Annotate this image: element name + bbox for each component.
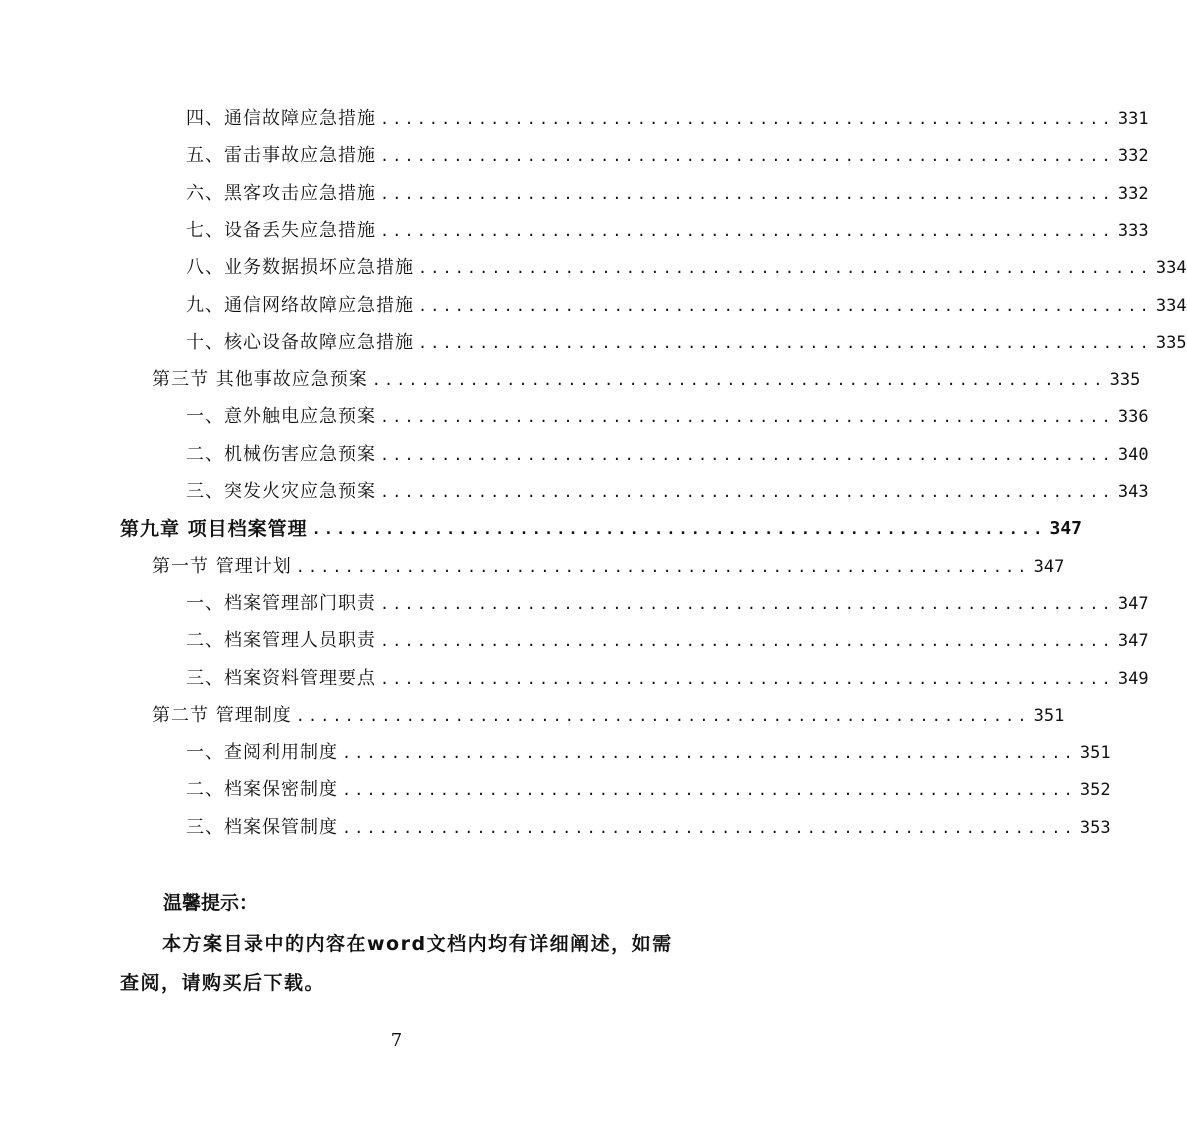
- toc-leader-dots: ............................................................: [418, 333, 1152, 352]
- toc-entry[interactable]: [186, 398, 1149, 428]
- toc-leader-dots: ............................................................: [380, 221, 1114, 240]
- toc-entry-title: 第三节 其他事故应急预案: [152, 369, 368, 391]
- toc-entry-page: 334: [1155, 295, 1187, 316]
- toc-leader-dots: ............................................................: [380, 594, 1114, 613]
- toc-leader-dots: ............................................................: [342, 744, 1076, 763]
- toc-entry[interactable]: [186, 436, 1149, 466]
- toc-entry-title: 四、通信故障应急措施: [186, 108, 376, 129]
- toc-entry-title: 一、意外触电应急预案: [186, 406, 376, 428]
- toc-entry[interactable]: [186, 734, 1111, 764]
- toc-entry[interactable]: [186, 137, 1149, 167]
- toc-leader-dots: ............................................................: [380, 445, 1114, 464]
- toc-entry[interactable]: [152, 361, 1141, 391]
- toc-entry-page: 351: [1033, 705, 1065, 726]
- toc-entry-title: 一、档案管理部门职责: [186, 592, 376, 614]
- toc-entry-title: 九、通信网络故障应急措施: [186, 294, 414, 316]
- toc-entry-page: 332: [1117, 183, 1149, 204]
- toc-leader-dots: ............................................................: [380, 632, 1114, 651]
- toc-leader-dots: ............................................................: [295, 557, 1030, 576]
- tip-body: 本方案目录中的内容在word文档内均有详细阐述，如需查阅，请购买后下载。: [120, 933, 673, 994]
- toc-entry-title: 第九章 项目档案管理: [120, 518, 308, 541]
- toc-entry-page: 352: [1079, 780, 1111, 801]
- toc-entry[interactable]: [186, 809, 1111, 839]
- toc-entry-page: 333: [1117, 220, 1149, 241]
- toc-entry-title: 十、核心设备故障应急措施: [186, 331, 414, 353]
- toc-leader-dots: ............................................................: [380, 669, 1114, 688]
- toc-entry-title: 二、档案管理人员职责: [186, 630, 376, 652]
- toc-leader-dots: ............................................................: [418, 296, 1152, 315]
- page-number: 7: [390, 1030, 403, 1051]
- tip-title: 温馨提示：: [163, 892, 259, 914]
- toc-entry-title: 一、查阅利用制度: [186, 742, 338, 764]
- toc-entry-page: 340: [1117, 444, 1149, 465]
- toc-entry-page: 351: [1079, 743, 1111, 764]
- toc-entry-title: 六、黑客攻击应急措施: [186, 182, 376, 204]
- toc-entry-page: 353: [1079, 817, 1111, 838]
- toc-leader-dots: ............................................................: [371, 371, 1106, 390]
- toc-entry-title: 二、档案保密制度: [186, 779, 338, 801]
- toc-entry-title: 八、业务数据损坏应急措施: [186, 257, 414, 279]
- toc-entry[interactable]: [152, 548, 1065, 578]
- toc-entry-title: 五、雷击事故应急措施: [186, 145, 376, 167]
- toc-leader-dots: ............................................................: [295, 706, 1030, 725]
- toc-entry-page: 332: [1117, 146, 1149, 167]
- toc-leader-dots: ............................................................: [380, 110, 1114, 128]
- toc-entry[interactable]: [186, 622, 1149, 652]
- toc-entry-page: 347: [1049, 518, 1082, 540]
- toc-entry[interactable]: [186, 324, 1187, 354]
- toc-entry[interactable]: [186, 175, 1149, 205]
- toc-entry-page: 331: [1117, 109, 1149, 129]
- toc-entry[interactable]: [186, 287, 1187, 317]
- toc-entry-page: 349: [1117, 668, 1149, 689]
- toc-leader-dots: ............................................................: [342, 818, 1076, 837]
- toc-entry[interactable]: [186, 212, 1149, 242]
- toc-leader-dots: ............................................................: [418, 259, 1152, 278]
- toc-leader-dots: ............................................................: [342, 781, 1076, 800]
- toc-leader-dots: ............................................................: [380, 483, 1114, 501]
- toc-entry-page: 336: [1117, 407, 1149, 428]
- toc-entry[interactable]: [186, 660, 1149, 690]
- toc-entry[interactable]: [186, 249, 1187, 279]
- toc-leader-dots: ............................................................: [380, 408, 1114, 427]
- toc-leader-dots: ............................................................: [380, 184, 1114, 203]
- toc-entry-title: 三、档案保管制度: [186, 816, 338, 838]
- toc-entry-page: 334: [1155, 258, 1187, 279]
- toc-leader-dots: ............................................................: [380, 147, 1114, 166]
- toc-entry[interactable]: [186, 585, 1149, 615]
- toc-entry-page: 343: [1117, 482, 1149, 502]
- toc-entry[interactable]: [120, 510, 1082, 541]
- toc-entry[interactable]: [186, 473, 1149, 503]
- toc-entry-title: 第一节 管理计划: [152, 555, 292, 577]
- toc-entry-title: 三、档案资料管理要点: [186, 667, 376, 689]
- toc-entry-title: 三、突发火灾应急预案: [186, 481, 376, 502]
- toc-entry-page: 347: [1117, 593, 1149, 614]
- toc-entry-title: 第二节 管理制度: [152, 704, 292, 726]
- toc-entry-page: 335: [1155, 332, 1187, 353]
- toc-entry-title: 七、设备丢失应急措施: [186, 219, 376, 241]
- toc-entry[interactable]: [186, 771, 1111, 801]
- toc-entry-title: 二、机械伤害应急预案: [186, 443, 376, 465]
- toc-entry-page: 347: [1033, 556, 1065, 577]
- toc-entry-page: 335: [1109, 370, 1141, 391]
- toc-entry-page: 347: [1117, 631, 1149, 652]
- toc-leader-dots: ............................................................: [311, 520, 1046, 539]
- toc-entry[interactable]: [152, 697, 1065, 727]
- toc-entry[interactable]: [186, 100, 1149, 130]
